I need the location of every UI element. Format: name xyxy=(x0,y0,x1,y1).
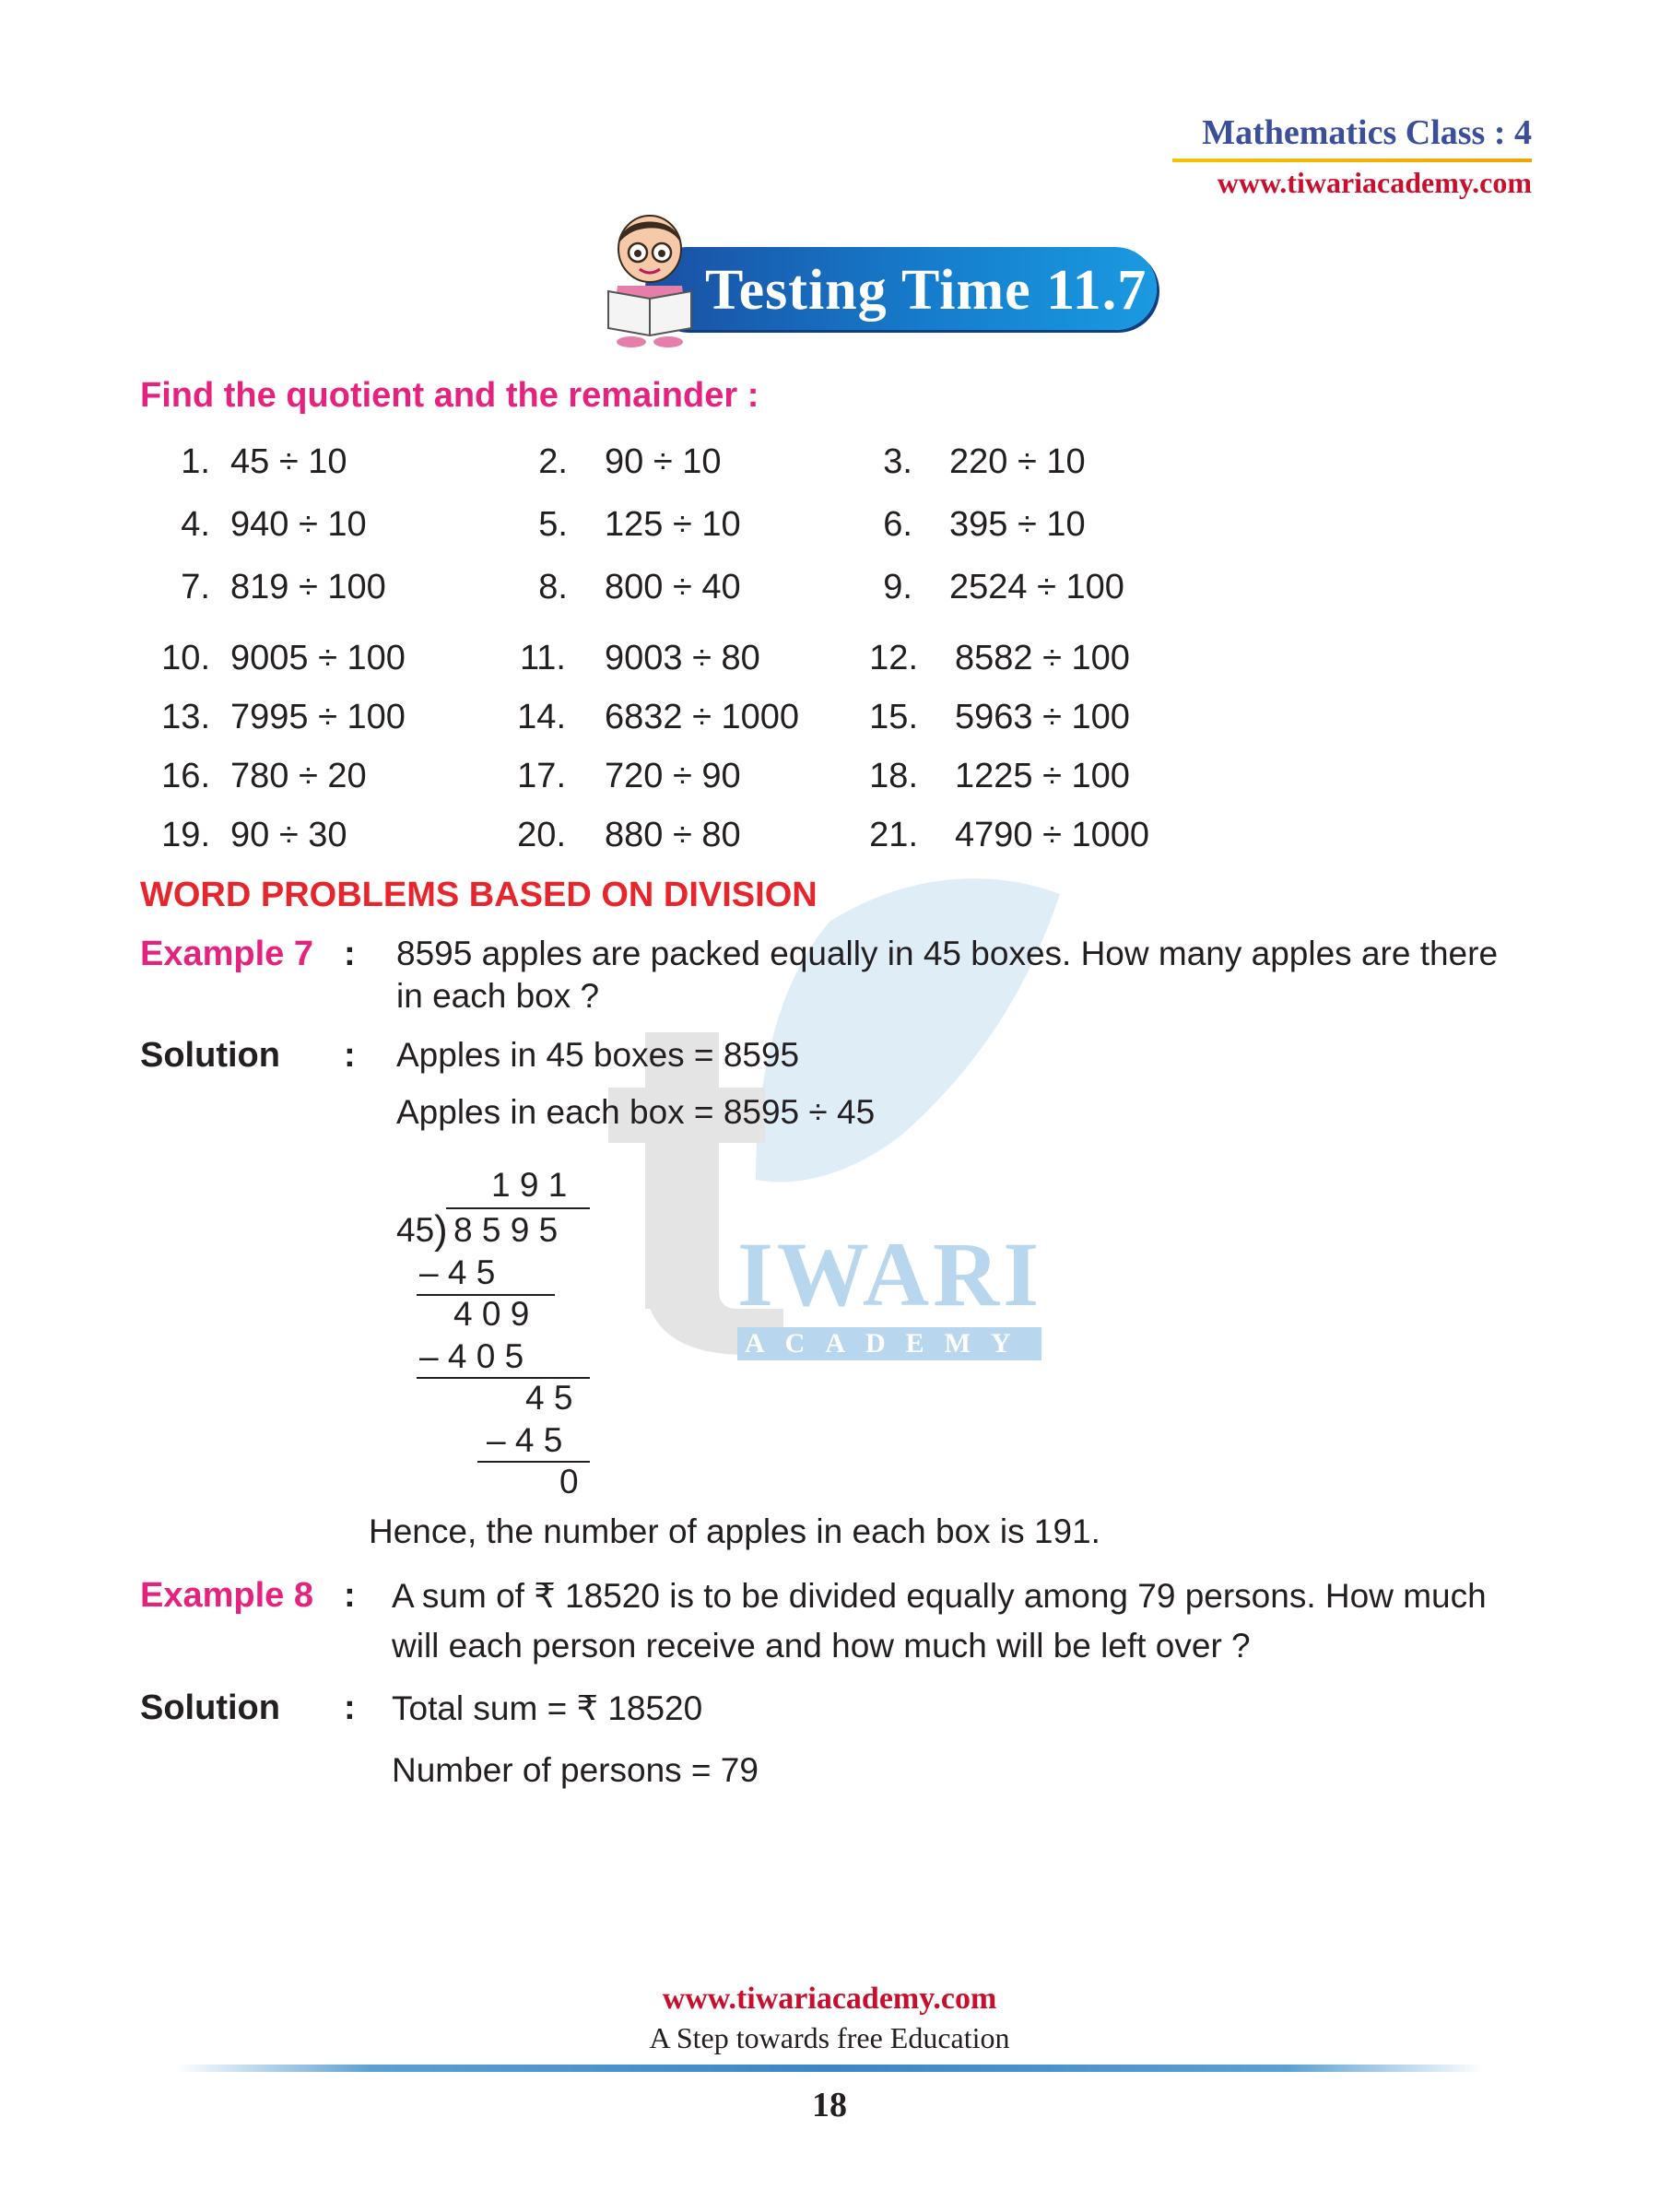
question-number: 1. xyxy=(181,442,210,481)
question-expression: 220 ÷ 10 xyxy=(949,442,1086,481)
question-number: 15. xyxy=(869,698,918,736)
question-expression: 8582 ÷ 100 xyxy=(955,639,1130,677)
division-bracket: ) xyxy=(434,1207,448,1253)
question-number: 5. xyxy=(538,505,568,544)
question-expression: 819 ÷ 100 xyxy=(230,568,386,606)
header-subject: Mathematics Class : 4 xyxy=(1202,113,1532,152)
section-heading: WORD PROBLEMS BASED ON DIVISION xyxy=(140,876,818,914)
example-7-colon: : xyxy=(344,935,356,973)
question-expression: 6832 ÷ 1000 xyxy=(605,698,800,736)
division-row-5: – 4 5 xyxy=(487,1421,563,1459)
example-8-label: Example 8 xyxy=(140,1576,313,1615)
division-divisor: 45 xyxy=(396,1211,435,1249)
division-quotient: 1 9 1 xyxy=(491,1166,568,1204)
question-number: 18. xyxy=(869,757,918,795)
question-expression: 9005 ÷ 100 xyxy=(230,639,406,677)
question-number: 4. xyxy=(181,505,210,544)
question-number: 2. xyxy=(538,442,568,481)
example-7-solution-label: Solution xyxy=(140,1036,280,1075)
question-number: 13. xyxy=(161,698,210,736)
question-expression: 780 ÷ 20 xyxy=(230,757,367,795)
example-7-question-line2: in each box ? xyxy=(396,977,600,1015)
question-number: 21. xyxy=(869,816,918,854)
footer-tagline: A Step towards free Education xyxy=(649,2021,1010,2054)
question-number: 10. xyxy=(161,639,210,677)
question-number: 3. xyxy=(883,442,912,481)
question-expression: 90 ÷ 10 xyxy=(605,442,722,481)
question-expression: 2524 ÷ 100 xyxy=(949,568,1124,606)
example-8-step2: Number of persons = 79 xyxy=(392,1751,759,1789)
footer-url[interactable]: www.tiwariacademy.com xyxy=(662,1982,997,2016)
example-8-solution-label: Solution xyxy=(140,1688,280,1727)
reading-boy-icon xyxy=(599,210,700,348)
example-8-solution-colon: : xyxy=(344,1688,356,1727)
question-expression: 1225 ÷ 100 xyxy=(955,757,1130,795)
question-expression: 880 ÷ 80 xyxy=(605,816,741,854)
page-title: Testing Time 11.7 xyxy=(705,259,1147,322)
watermark-name: IWARI xyxy=(737,1223,1043,1325)
example-7-solution-colon: : xyxy=(344,1036,356,1075)
example-7-step1: Apples in 45 boxes = 8595 xyxy=(396,1036,800,1074)
watermark-sub-text: ACADEMY xyxy=(745,1328,1031,1359)
example-8-step1: Total sum = ₹ 18520 xyxy=(392,1689,703,1727)
question-expression: 125 ÷ 10 xyxy=(605,505,741,544)
example-7-step2: Apples in each box = 8595 ÷ 45 xyxy=(396,1093,876,1131)
division-row-1: – 4 5 xyxy=(419,1253,496,1291)
page-number: 18 xyxy=(812,2086,847,2124)
example-7-question-line1: 8595 apples are packed equally in 45 boxes. How many apples are there xyxy=(396,935,1499,972)
footer-rule xyxy=(175,2065,1484,2072)
question-expression: 90 ÷ 30 xyxy=(230,816,347,854)
division-row-2: 4 0 9 xyxy=(453,1295,530,1333)
division-row-4: 4 5 xyxy=(525,1379,573,1417)
division-row-3: – 4 0 5 xyxy=(419,1337,524,1375)
instruction-heading: Find the quotient and the remainder : xyxy=(140,376,759,415)
question-number: 16. xyxy=(161,757,210,795)
question-expression: 9003 ÷ 80 xyxy=(605,639,760,677)
example-8-question-line1: A sum of ₹ 18520 is to be divided equally among 79 persons. How much xyxy=(392,1577,1487,1615)
example-7-label: Example 7 xyxy=(140,935,313,973)
question-number: 12. xyxy=(869,639,918,677)
question-number: 11. xyxy=(519,639,566,677)
division-bar xyxy=(446,1207,590,1209)
example-8-colon: : xyxy=(344,1576,356,1615)
example-7-conclusion: Hence, the number of apples in each box is 191. xyxy=(369,1512,1100,1550)
division-row-6: 0 xyxy=(559,1463,579,1500)
question-expression: 800 ÷ 40 xyxy=(605,568,741,606)
question-number: 9. xyxy=(883,568,912,606)
question-expression: 5963 ÷ 100 xyxy=(955,698,1130,736)
header-rule xyxy=(1172,159,1532,162)
header-url[interactable]: www.tiwariacademy.com xyxy=(1217,166,1532,199)
question-number: 20. xyxy=(517,816,566,854)
question-expression: 720 ÷ 90 xyxy=(605,757,741,795)
question-number: 8. xyxy=(538,568,568,606)
question-expression: 7995 ÷ 100 xyxy=(230,698,406,736)
question-number: 7. xyxy=(181,568,210,606)
question-expression: 45 ÷ 10 xyxy=(230,442,347,481)
question-number: 14. xyxy=(517,698,566,736)
example-8-question-line2: will each person receive and how much will be left over ? xyxy=(392,1627,1251,1665)
question-expression: 4790 ÷ 1000 xyxy=(955,816,1150,854)
question-number: 6. xyxy=(883,505,912,544)
question-expression: 940 ÷ 10 xyxy=(230,505,367,544)
division-dividend: 8 5 9 5 xyxy=(453,1211,559,1249)
question-expression: 395 ÷ 10 xyxy=(949,505,1086,544)
question-number: 17. xyxy=(517,757,566,795)
question-number: 19. xyxy=(161,816,210,854)
